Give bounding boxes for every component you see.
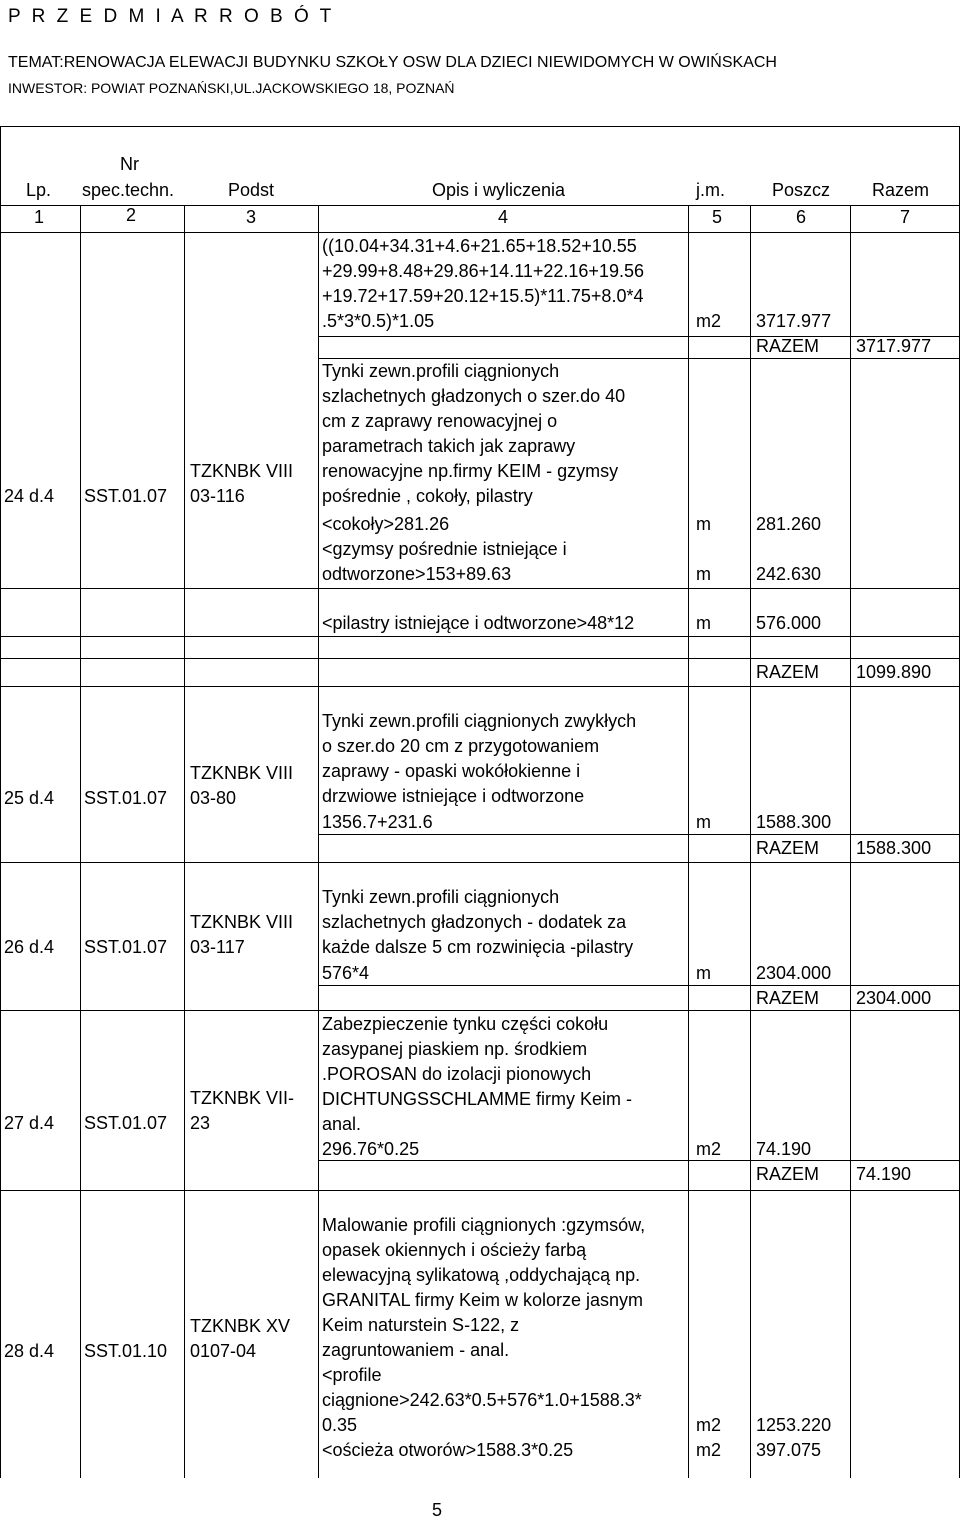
row-podst: TZKNBK VIII xyxy=(190,912,294,932)
row-lp: 25 d.4 xyxy=(4,788,55,808)
description-line: parametrach takich jak zaprawy xyxy=(322,436,576,456)
unit: m2 xyxy=(696,311,722,331)
calc-line: .5*3*0.5)*1.05 xyxy=(322,311,435,331)
row-podst: 0107-04 xyxy=(190,1341,257,1361)
rule xyxy=(0,126,1,1478)
row-podst: TZKNBK VIII xyxy=(190,763,294,783)
calc-line: ((10.04+34.31+4.6+21.65+18.52+10.55 xyxy=(322,236,637,256)
description-line: drzwiowe istniejące i odtworzone xyxy=(322,786,585,806)
description-line: szlachetnych gładzonych - dodatek za xyxy=(322,912,627,932)
row-podst: TZKNBK VIII xyxy=(190,461,294,481)
total-value: 1588.300 xyxy=(856,838,932,858)
total-label: RAZEM xyxy=(756,988,819,1008)
description-line: o szer.do 20 cm z przygotowaniem xyxy=(322,736,600,756)
col-razem: Razem xyxy=(872,180,930,200)
rule xyxy=(0,126,960,127)
description-line: zaprawy - opaski wokółokienne i xyxy=(322,761,581,781)
calc-line: ciągnione>242.63*0.5+576*1.0+1588.3* xyxy=(322,1390,642,1410)
total-label: RAZEM xyxy=(756,336,819,356)
rule xyxy=(0,862,960,863)
calc-line: 296.76*0.25 xyxy=(322,1139,420,1159)
col-lp: Lp. xyxy=(26,180,52,200)
rule xyxy=(0,1190,960,1191)
document-title: P R Z E D M I A R R O B Ó T xyxy=(8,6,335,27)
row-lp: 28 d.4 xyxy=(4,1341,55,1361)
unit: m2 xyxy=(696,1415,722,1435)
calc-line: <pilastry istniejące i odtworzone>48*12 xyxy=(322,613,635,633)
description-line: Zabezpieczenie tynku części cokołu xyxy=(322,1014,609,1034)
col-podst: Podst xyxy=(228,180,275,200)
unit: m xyxy=(696,514,711,534)
partial-value: 1588.300 xyxy=(756,812,832,832)
partial-value: 2304.000 xyxy=(756,963,832,983)
rule xyxy=(850,205,851,1478)
row-lp: 27 d.4 xyxy=(4,1113,55,1133)
calc-line: odtworzone>153+89.63 xyxy=(322,564,512,584)
partial-value: 74.190 xyxy=(756,1139,812,1159)
calc-line: <gzymsy pośrednie istniejące i xyxy=(322,539,567,559)
description-line: Keim naturstein S-122, z xyxy=(322,1315,520,1335)
unit: m xyxy=(696,613,711,633)
row-spec: SST.01.07 xyxy=(84,1113,168,1133)
calc-line: <ościeża otworów>1588.3*0.25 xyxy=(322,1440,574,1460)
col-num-4: 4 xyxy=(498,207,509,227)
partial-value: 397.075 xyxy=(756,1440,822,1460)
total-value: 74.190 xyxy=(856,1164,912,1184)
col-nr-top: Nr xyxy=(120,154,139,174)
description-line: zagruntowaniem - anal. xyxy=(322,1340,510,1360)
unit: m xyxy=(696,564,711,584)
total-value: 1099.890 xyxy=(856,662,932,682)
partial-value: 1253.220 xyxy=(756,1415,832,1435)
partial-value: 3717.977 xyxy=(756,311,832,331)
row-spec: SST.01.10 xyxy=(84,1341,168,1361)
calc-line: 0.35 xyxy=(322,1415,358,1435)
unit: m2 xyxy=(696,1139,722,1159)
description-line: Tynki zewn.profili ciągnionych xyxy=(322,361,560,381)
description-line: zasypanej piaskiem np. środkiem xyxy=(322,1039,588,1059)
row-lp: 26 d.4 xyxy=(4,937,55,957)
col-nr-bottom: spec.techn. xyxy=(82,180,175,200)
row-podst: 23 xyxy=(190,1113,211,1133)
row-podst: TZKNBK VII- xyxy=(190,1088,295,1108)
rule xyxy=(0,232,960,233)
row-spec: SST.01.07 xyxy=(84,937,168,957)
rule xyxy=(0,205,960,206)
description-line: .POROSAN do izolacji pionowych xyxy=(322,1064,592,1084)
calc-line: +29.99+8.48+29.86+14.11+22.16+19.56 xyxy=(322,261,644,281)
calc-line: 1356.7+231.6 xyxy=(322,812,433,832)
partial-value: 242.630 xyxy=(756,564,822,584)
investor-line: INWESTOR: POWIAT POZNAŃSKI,UL.JACKOWSKIEGO 18, POZNAŃ xyxy=(8,80,455,96)
partial-value: 281.260 xyxy=(756,514,822,534)
rule xyxy=(318,205,319,1478)
calc-line: +19.72+17.59+20.12+15.5)*11.75+8.0*4 xyxy=(322,286,644,306)
row-podst: 03-117 xyxy=(190,937,245,957)
partial-value: 576.000 xyxy=(756,613,822,633)
row-lp: 24 d.4 xyxy=(4,486,55,506)
description-line: DICHTUNGSSCHLAMME firmy Keim - xyxy=(322,1089,633,1109)
description-line: Malowanie profili ciągnionych :gzymsów, xyxy=(322,1215,646,1235)
description-line: elewacyjną sylikatową ,oddychającą np. xyxy=(322,1265,641,1285)
col-poszcz: Poszcz xyxy=(772,180,831,200)
subject-line: TEMAT:RENOWACJA ELEWACJI BUDYNKU SZKOŁY OSW DLA DZIECI NIEWIDOMYCH W OWIŃSKACH xyxy=(8,54,777,71)
unit: m2 xyxy=(696,1440,722,1460)
unit: m xyxy=(696,812,711,832)
col-num-2: 2 xyxy=(126,205,137,225)
description-line: Tynki zewn.profili ciągnionych xyxy=(322,887,560,907)
rule xyxy=(0,686,960,687)
row-spec: SST.01.07 xyxy=(84,486,168,506)
description-line: Tynki zewn.profili ciągnionych zwykłych xyxy=(322,711,637,731)
rule xyxy=(750,205,751,1478)
description-line: cm z zaprawy renowacyjnej o xyxy=(322,411,558,431)
rule xyxy=(0,658,960,659)
col-num-6: 6 xyxy=(796,207,807,227)
row-podst: 03-116 xyxy=(190,486,245,506)
description-line: opasek okiennych i ościeży farbą xyxy=(322,1240,587,1260)
calc-line: <cokoły>281.26 xyxy=(322,514,450,534)
rule xyxy=(80,205,81,1478)
description-line: każde dalsze 5 cm rozwinięcia -pilastry xyxy=(322,937,634,957)
calc-line: <profile xyxy=(322,1365,382,1385)
col-num-1: 1 xyxy=(34,207,45,227)
rule xyxy=(688,205,689,1478)
description-line: pośrednie , cokoły, pilastry xyxy=(322,486,533,506)
col-num-5: 5 xyxy=(712,207,723,227)
description-line: renowacyjne np.firmy KEIM - gzymsy xyxy=(322,461,619,481)
total-label: RAZEM xyxy=(756,838,819,858)
col-opis: Opis i wyliczenia xyxy=(432,180,566,200)
total-value: 3717.977 xyxy=(856,336,932,356)
rule xyxy=(0,588,960,589)
rule xyxy=(0,636,960,637)
description-line: GRANITAL firmy Keim w kolorze jasnym xyxy=(322,1290,644,1310)
total-label: RAZEM xyxy=(756,1164,819,1184)
col-num-7: 7 xyxy=(900,207,911,227)
calc-line: 576*4 xyxy=(322,963,370,983)
row-spec: SST.01.07 xyxy=(84,788,168,808)
page-number: 5 xyxy=(432,1500,443,1520)
rule xyxy=(184,205,185,1478)
total-value: 2304.000 xyxy=(856,988,932,1008)
row-podst: TZKNBK XV xyxy=(190,1316,291,1336)
col-num-3: 3 xyxy=(246,207,257,227)
unit: m xyxy=(696,963,711,983)
col-jm: j.m. xyxy=(696,180,725,200)
description-line: anal. xyxy=(322,1114,362,1134)
total-label: RAZEM xyxy=(756,662,819,682)
row-podst: 03-80 xyxy=(190,788,237,808)
description-line: szlachetnych gładzonych o szer.do 40 xyxy=(322,386,626,406)
